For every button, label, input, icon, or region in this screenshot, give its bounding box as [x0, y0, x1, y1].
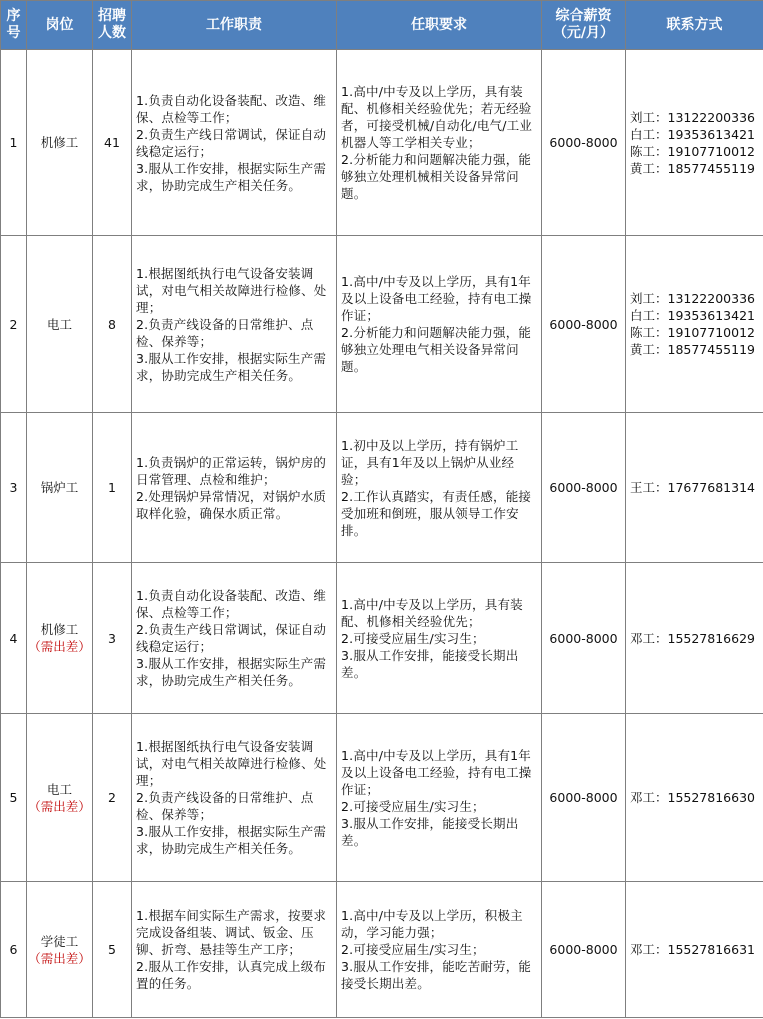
row-position: 机修工 （需出差）: [27, 563, 93, 714]
row-seq: 1: [1, 50, 27, 236]
row-count: 1: [93, 413, 132, 563]
header-contact: 联系方式: [626, 1, 763, 50]
row-duties: 1.负责锅炉的正常运转，锅炉房的日常管理、点检和维护； 2.处理锅炉异常情况，对锅炉水质取样化验，确保水质正常。: [132, 413, 337, 563]
row-seq: 2: [1, 236, 27, 413]
travel-note: （需出差）: [28, 639, 91, 654]
header-seq: 序 号: [1, 1, 27, 50]
row-position: 电工: [27, 236, 93, 413]
row-position: 电工 （需出差）: [27, 714, 93, 882]
row-contacts: 邓工：15527816630: [626, 714, 763, 882]
row-requirements: 1.高中/中专及以上学历，具有装配、机修相关经验优先；若无经验者，可接受机械/自动化/电气/工业机器人等工学相关专业； 2.分析能力和问题解决能力强，能够独立处理机械相关设备异常问题。: [337, 50, 542, 236]
row-position: 锅炉工: [27, 413, 93, 563]
table-row: [1, 882, 763, 1018]
row-seq: 6: [1, 882, 27, 1018]
row-count: 5: [93, 882, 132, 1018]
row-contacts: 刘工：13122200336 白工：19353613421 陈工：19107710012 黄工：18577455119: [626, 50, 763, 236]
row-salary: 6000-8000: [542, 714, 626, 882]
row-requirements: 1.高中/中专及以上学历，具有1年及以上设备电工经验，持有电工操作证； 2.分析能力和问题解决能力强，能够独立处理电气相关设备异常问题。: [337, 236, 542, 413]
row-position: 机修工: [27, 50, 93, 236]
row-count: 41: [93, 50, 132, 236]
header-salary: 综合薪资 （元/月）: [542, 1, 626, 50]
row-contacts: 邓工：15527816631: [626, 882, 763, 1018]
row-count: 8: [93, 236, 132, 413]
header-recruit-count: 招聘 人数: [93, 1, 132, 50]
row-seq: 4: [1, 563, 27, 714]
row-duties: 1.根据图纸执行电气设备安装调试，对电气相关故障进行检修、处理； 2.负责产线设备的日常维护、点检、保养等； 3.服从工作安排，根据实际生产需求，协助完成生产相关任务。: [132, 236, 337, 413]
row-count: 2: [93, 714, 132, 882]
row-requirements: 1.高中/中专及以上学历，积极主动，学习能力强； 2.可接受应届生/实习生； 3.服从工作安排，能吃苦耐劳，能接受长期出差。: [337, 882, 542, 1018]
row-salary: 6000-8000: [542, 563, 626, 714]
row-salary: 6000-8000: [542, 882, 626, 1018]
row-contacts: 邓工：15527816629: [626, 563, 763, 714]
row-requirements: 1.高中/中专及以上学历，具有1年及以上设备电工经验，持有电工操作证； 2.可接受应届生/实习生； 3.服从工作安排，能接受长期出差。: [337, 714, 542, 882]
row-seq: 3: [1, 413, 27, 563]
row-position: 学徒工 （需出差）: [27, 882, 93, 1018]
table-row: [1, 50, 763, 236]
travel-note: （需出差）: [28, 950, 91, 966]
row-requirements: 1.高中/中专及以上学历，具有装配、机修相关经验优先； 2.可接受应届生/实习生； 3.服从工作安排，能接受长期出差。: [337, 563, 542, 714]
row-seq: 5: [1, 714, 27, 882]
row-salary: 6000-8000: [542, 413, 626, 563]
header-position: 岗位: [27, 1, 93, 50]
table-row: [1, 236, 763, 413]
row-duties: 1.负责自动化设备装配、改造、维保、点检等工作； 2.负责生产线日常调试，保证自动线稳定运行； 3.服从工作安排，根据实际生产需求，协助完成生产相关任务。: [132, 563, 337, 714]
row-duties: 1.根据车间实际生产需求，按要求完成设备组装、调试、钣金、压铆、折弯、悬挂等生产工序； 2.服从工作安排，认真完成上级布置的任务。: [132, 882, 337, 1018]
row-duties: 1.根据图纸执行电气设备安装调试，对电气相关故障进行检修、处理； 2.负责产线设备的日常维护、点检、保养等； 3.服从工作安排，根据实际生产需求，协助完成生产相关任务。: [132, 714, 337, 882]
travel-note: （需出差）: [28, 798, 91, 814]
table-row: [1, 413, 763, 563]
row-salary: 6000-8000: [542, 236, 626, 413]
table-row: [1, 563, 763, 714]
header-duties: 工作职责: [132, 1, 337, 50]
row-salary: 6000-8000: [542, 50, 626, 236]
header-row: [1, 1, 763, 50]
row-contacts: 王工：17677681314: [626, 413, 763, 563]
row-count: 3: [93, 563, 132, 714]
row-contacts: 刘工：13122200336 白工：19353613421 陈工：19107710012 黄工：18577455119: [626, 236, 763, 413]
header-requirements: 任职要求: [337, 1, 542, 50]
row-duties: 1.负责自动化设备装配、改造、维保、点检等工作； 2.负责生产线日常调试，保证自动线稳定运行； 3.服从工作安排，根据实际生产需求，协助完成生产相关任务。: [132, 50, 337, 236]
row-requirements: 1.初中及以上学历，持有锅炉工证，具有1年及以上锅炉从业经验； 2.工作认真踏实，有责任感，能接受加班和倒班，服从领导工作安排。: [337, 413, 542, 563]
table-row: [1, 714, 763, 882]
